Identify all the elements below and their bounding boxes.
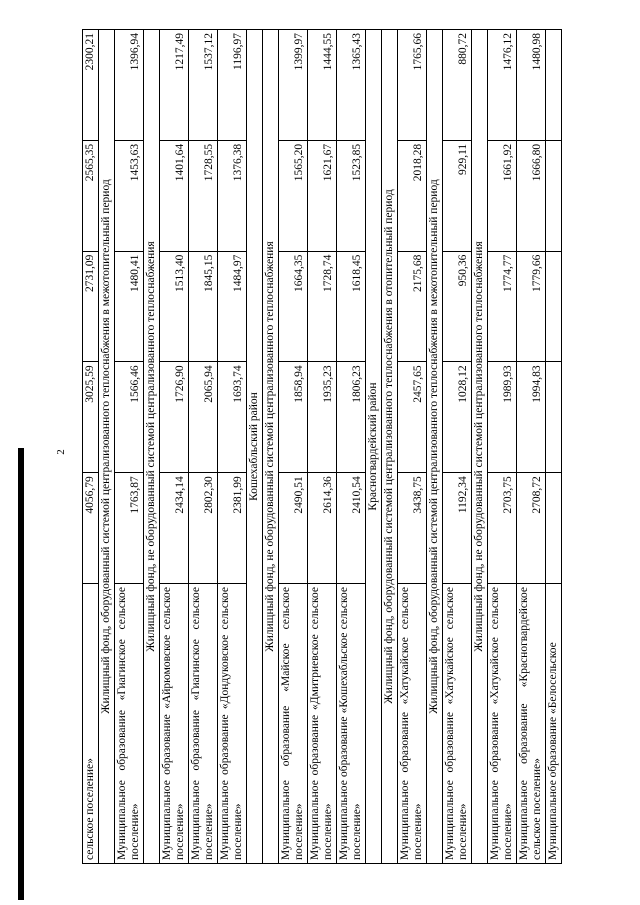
value-cell: 2065,94 [189,362,218,473]
municipality-name: Муниципальное образование «Кошехабльское сельское поселение» [337,584,366,864]
value-cell: 4056,79 [83,473,99,584]
table-row [398,30,427,864]
table-row [488,30,517,864]
section-header-row [366,30,382,864]
value-cell: 2708,72 [517,473,546,584]
value-cell: 1989,93 [488,362,517,473]
section-header-row [382,30,398,864]
value-cell: 1566,46 [115,362,144,473]
table-row [337,30,366,864]
tariff-table [82,29,562,864]
table-row [83,30,99,864]
value-cell: 1376,38 [218,140,247,251]
value-cell: 929,11 [443,140,472,251]
value-cell: 1661,92 [488,140,517,251]
table-row [546,30,562,864]
value-cell: 1693,74 [218,362,247,473]
table-row [189,30,218,864]
value-cell: 1480,98 [517,30,546,141]
value-cell: 2490,51 [279,473,308,584]
value-cell: 1664,35 [279,251,308,362]
value-cell: 1444,55 [308,30,337,141]
value-cell: 2731,09 [83,251,99,362]
table-row [443,30,472,864]
value-cell: 1476,12 [488,30,517,141]
rotated-document-page [82,30,614,864]
value-cell: 1728,55 [189,140,218,251]
table-row [279,30,308,864]
section-header-row [263,30,279,864]
municipality-name: Муниципальное образование «Хатукайское сельское поселение» [443,584,472,864]
section-header-row [472,30,488,864]
table-row [308,30,337,864]
section-header-row [144,30,160,864]
value-cell: 1365,43 [337,30,366,141]
value-cell: 1774,77 [488,251,517,362]
value-cell [546,30,562,141]
municipality-name: Муниципальное образование «Дмитриевское сельское поселение» [308,584,337,864]
value-cell: 2410,54 [337,473,366,584]
value-cell [546,473,562,584]
value-cell [546,362,562,473]
value-cell: 1192,34 [443,473,472,584]
value-cell: 1621,67 [308,140,337,251]
value-cell: 1618,45 [337,251,366,362]
value-cell: 1845,15 [189,251,218,362]
section-header: Жилищный фонд, оборудованный системой централизованного теплоснабжения в отопительный период [382,30,398,864]
section-header-row [247,30,263,864]
value-cell: 1565,20 [279,140,308,251]
municipality-name: Муниципальное образование «Дондуковское сельское поселение» [218,584,247,864]
value-cell: 1726,90 [160,362,189,473]
value-cell: 1537,12 [189,30,218,141]
value-cell: 1484,97 [218,251,247,362]
value-cell [546,140,562,251]
table-row [115,30,144,864]
municipality-name: Муниципальное образование «Белосельское [546,584,562,864]
value-cell: 2703,75 [488,473,517,584]
page-number: 2 [54,449,67,455]
municipality-name: Муниципальное образование «Гиагинское сельское поселение» [189,584,218,864]
value-cell: 880,72 [443,30,472,141]
value-cell: 1806,23 [337,362,366,473]
value-cell: 1858,94 [279,362,308,473]
value-cell: 2175,68 [398,251,427,362]
value-cell: 1401,64 [160,140,189,251]
value-cell: 2018,28 [398,140,427,251]
value-cell: 2300,21 [83,30,99,141]
section-header: Жилищный фонд, оборудованный системой централизованного теплоснабжения в межотопительный период [99,30,115,864]
value-cell: 1217,49 [160,30,189,141]
value-cell: 1935,23 [308,362,337,473]
section-header: Жилищный фонд, оборудованный системой централизованного теплоснабжения в межотопительный период [427,30,443,864]
municipality-name: Муниципальное образование «Хатукайское сельское поселение» [398,584,427,864]
margin-rule [18,448,24,900]
value-cell: 950,36 [443,251,472,362]
value-cell: 1513,40 [160,251,189,362]
value-cell: 1523,85 [337,140,366,251]
municipality-name: сельское поселение» [83,584,99,864]
value-cell: 2381,99 [218,473,247,584]
section-header: Кошехабльский район [247,30,263,864]
value-cell: 3438,75 [398,473,427,584]
table-row [218,30,247,864]
section-header: Жилищный фонд, не оборудованный системой централизованного теплоснабжения [472,30,488,864]
municipality-name: Муниципальное образование «Гиагинское сельское поселение» [115,584,144,864]
municipality-name: Муниципальное образование «Айрюмовское сельское поселение» [160,584,189,864]
value-cell: 1480,41 [115,251,144,362]
value-cell: 2434,14 [160,473,189,584]
value-cell: 2614,36 [308,473,337,584]
value-cell: 2802,30 [189,473,218,584]
value-cell: 3025,59 [83,362,99,473]
value-cell: 1765,66 [398,30,427,141]
value-cell: 2565,35 [83,140,99,251]
value-cell [546,251,562,362]
section-header-row [99,30,115,864]
value-cell: 1728,74 [308,251,337,362]
municipality-name: Муниципальное образование «Майское сельское поселение» [279,584,308,864]
section-header: Красногвардейский район [366,30,382,864]
value-cell: 1399,97 [279,30,308,141]
section-header-row [427,30,443,864]
value-cell: 1028,12 [443,362,472,473]
municipality-name: Муниципальное образование «Красногвардейское сельское поселение» [517,584,546,864]
municipality-name: Муниципальное образование «Хатукайское сельское поселение» [488,584,517,864]
value-cell: 1396,94 [115,30,144,141]
value-cell: 1453,63 [115,140,144,251]
value-cell: 1196,97 [218,30,247,141]
table-body [83,30,562,864]
value-cell: 1994,83 [517,362,546,473]
value-cell: 1763,87 [115,473,144,584]
table-row [160,30,189,864]
section-header: Жилищный фонд, не оборудованный системой централизованного теплоснабжения [144,30,160,864]
value-cell: 2457,65 [398,362,427,473]
table-row [517,30,546,864]
section-header: Жилищный фонд, не оборудованный системой централизованного теплоснабжения [263,30,279,864]
value-cell: 1666,80 [517,140,546,251]
value-cell: 1779,66 [517,251,546,362]
